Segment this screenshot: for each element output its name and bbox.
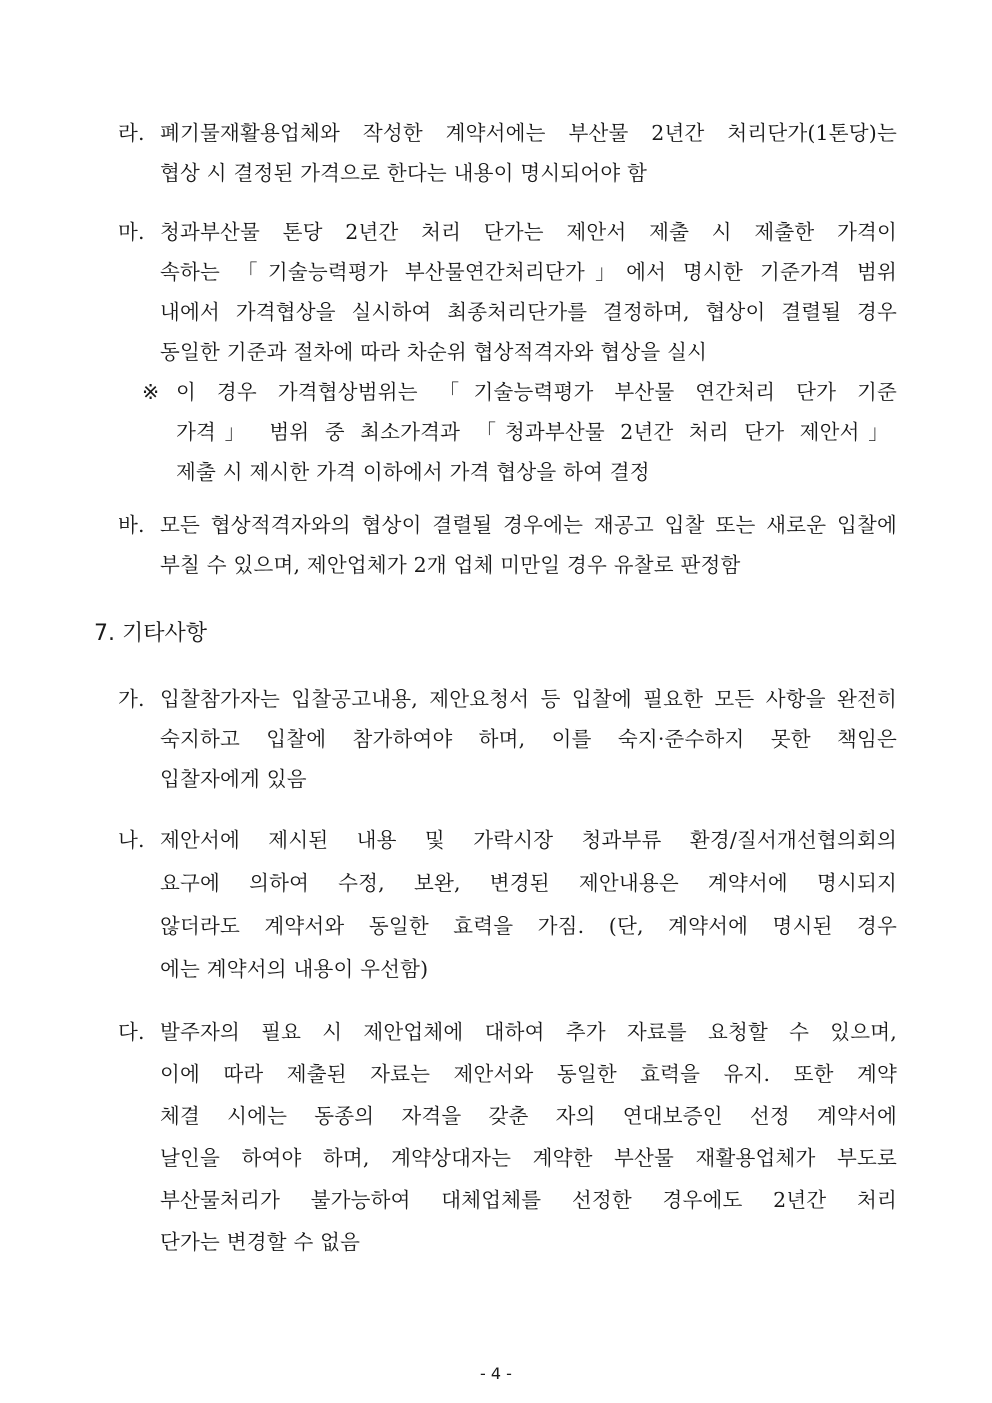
item-marker: 바.	[118, 513, 145, 537]
item-marker: 다.	[118, 1020, 145, 1044]
item-line: 단가는 변경할 수 없음	[160, 1230, 361, 1254]
item-line: 동일한 기준과 절차에 따라 차순위 협상적격자와 협상을 실시	[160, 340, 708, 364]
item-marker: 라.	[118, 121, 145, 145]
section-heading: 7. 기타사항	[94, 621, 207, 646]
item-line: 않더라도 계약서와 동일한 효력을 가짐. (단, 계약서에 명시된 경우	[160, 914, 897, 938]
item-line: 입찰참가자는 입찰공고내용, 제안요청서 등 입찰에 필요한 모든 사항을 완전히	[160, 687, 897, 711]
item-line: 날인을 하여야 하며, 계약상대자는 계약한 부산물 재활용업체가 부도로	[160, 1146, 897, 1170]
item-marker: 나.	[118, 828, 145, 852]
item-line: 에는 계약서의 내용이 우선함)	[160, 957, 429, 981]
item-line: 청과부산물 톤당 2년간 처리 단가는 제안서 제출 시 제출한 가격이	[160, 220, 897, 244]
item-line: 제안서에 제시된 내용 및 가락시장 청과부류 환경/질서개선협의회의	[160, 828, 897, 852]
item-line: 내에서 가격협상을 실시하여 최종처리단가를 결정하며, 협상이 결렬될 경우	[160, 300, 897, 324]
item-line: 요구에 의하여 수정, 보완, 변경된 제안내용은 계약서에 명시되지	[160, 871, 897, 895]
item-line: 속하는 「기술능력평가 부산물연간처리단가」에서 명시한 기준가격 범위	[160, 260, 897, 284]
note-marker: ※	[142, 380, 160, 404]
item-line: 부칠 수 있으며, 제안업체가 2개 업체 미만일 경우 유찰로 판정함	[160, 553, 741, 577]
item-line: 이에 따라 제출된 자료는 제안서와 동일한 효력을 유지. 또한 계약	[160, 1062, 897, 1086]
item-marker: 가.	[118, 687, 145, 711]
page-number: - 4 -	[480, 1364, 512, 1383]
item-line: 폐기물재활용업체와 작성한 계약서에는 부산물 2년간 처리단가(1톤당)는	[160, 121, 897, 145]
note-line: 제출 시 제시한 가격 이하에서 가격 협상을 하여 결정	[176, 460, 650, 484]
item-line: 체결 시에는 동종의 자격을 갖춘 자의 연대보증인 선정 계약서에	[160, 1104, 897, 1128]
note-line: 이 경우 가격협상범위는 「기술능력평가 부산물 연간처리 단가 기준	[176, 380, 897, 404]
item-line: 입찰자에게 있음	[160, 767, 307, 791]
item-line: 부산물처리가 불가능하여 대체업체를 선정한 경우에도 2년간 처리	[160, 1188, 897, 1212]
item-marker: 마.	[118, 220, 145, 244]
item-line: 발주자의 필요 시 제안업체에 대하여 추가 자료를 요청할 수 있으며,	[160, 1020, 897, 1044]
item-line: 숙지하고 입찰에 참가하여야 하며, 이를 숙지·준수하지 못한 책임은	[160, 727, 897, 751]
item-line: 모든 협상적격자와의 협상이 결렬될 경우에는 재공고 입찰 또는 새로운 입찰에	[160, 513, 897, 537]
note-line: 가격」 범위 중 최소가격과 「청과부산물 2년간 처리 단가 제안서」	[176, 420, 889, 444]
item-line: 협상 시 결정된 가격으로 한다는 내용이 명시되어야 함	[160, 161, 648, 185]
